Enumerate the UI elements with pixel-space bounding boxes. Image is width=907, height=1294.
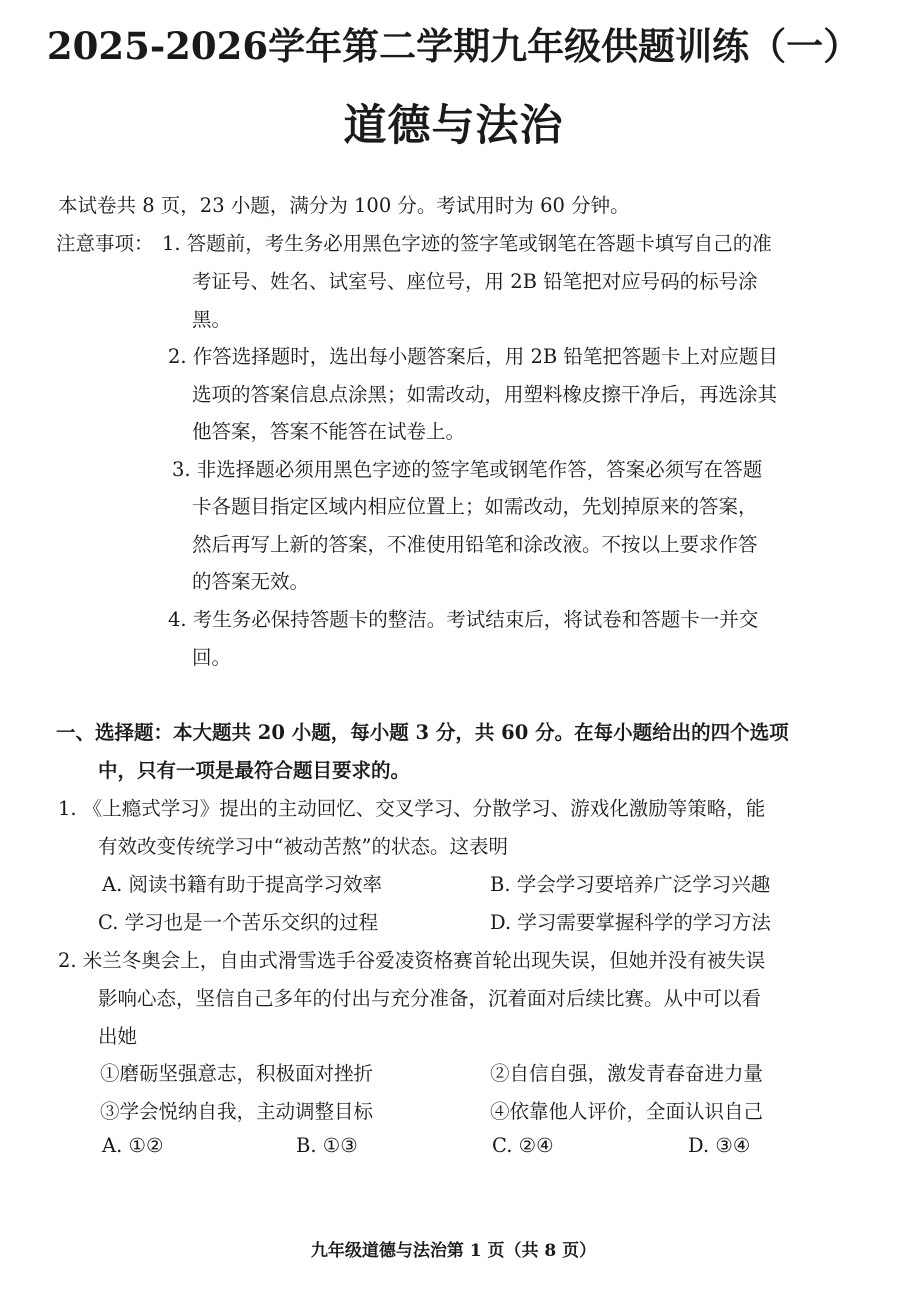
- q2-option-c: C. ②④: [492, 1134, 554, 1157]
- note-3-line-2: 卡各题目指定区域内相应位置上；如需改动，先划掉原来的答案，: [192, 495, 758, 518]
- q1-option-a: A. 阅读书籍有助于提高学习效率: [102, 873, 382, 896]
- q2-stem-line-3: 出她: [98, 1025, 138, 1048]
- note-2-line-1: 2. 作答选择题时，选出每小题答案后，用 2B 铅笔把答题卡上对应题目: [168, 345, 778, 368]
- intro-text: 本试卷共 8 页，23 小题，满分为 100 分。考试用时为 60 分钟。: [58, 194, 630, 217]
- q1-option-d: D. 学习需要掌握科学的学习方法: [490, 911, 771, 934]
- note-3-line-3: 然后再写上新的答案，不准使用铅笔和涂改液。不按以上要求作答: [192, 533, 758, 556]
- q2-statement-3: ③学会悦纳自我，主动调整目标: [100, 1100, 374, 1123]
- note-2-line-2: 选项的答案信息点涂黑；如需改动，用塑料橡皮擦干净后，再选涂其: [192, 383, 778, 406]
- note-4-line-1: 4. 考生务必保持答题卡的整洁。考试结束后，将试卷和答题卡一并交: [168, 608, 759, 631]
- note-1-line-2: 考证号、姓名、试室号、座位号，用 2B 铅笔把对应号码的标号涂: [192, 270, 758, 293]
- q2-statement-4: ④依靠他人评价，全面认识自己: [490, 1100, 764, 1123]
- q2-statement-1: ①磨砺坚强意志，积极面对挫折: [100, 1062, 374, 1085]
- q1-stem-line-2: 有效改变传统学习中“被动苦熬”的状态。这表明: [98, 835, 508, 858]
- note-1-line-3: 黑。: [192, 308, 232, 331]
- q1-stem-line-1: 1. 《上瘾式学习》提出的主动回忆、交叉学习、分散学习、游戏化激励等策略，能: [58, 797, 766, 820]
- q2-option-d: D. ③④: [688, 1134, 751, 1157]
- note-1-line-1: 1. 答题前，考生务必用黑色字迹的签字笔或钢笔在答题卡填写自己的准: [162, 232, 772, 255]
- exam-title: 2025-2026学年第二学期九年级供题训练（一）: [46, 24, 861, 68]
- note-3-line-1: 3. 非选择题必须用黑色字迹的签字笔或钢笔作答，答案必须写在答题: [172, 458, 763, 481]
- subject-title: 道德与法治: [343, 101, 564, 151]
- q2-statement-2: ②自信自强，激发青春奋进力量: [490, 1062, 764, 1085]
- page-footer: 九年级道德与法治第 1 页（共 8 页）: [310, 1241, 597, 1261]
- notes-label: 注意事项：: [56, 232, 154, 255]
- q2-stem-line-2: 影响心态，坚信自己多年的付出与充分准备，沉着面对后续比赛。从中可以看: [98, 987, 762, 1010]
- note-3-line-4: 的答案无效。: [192, 570, 310, 593]
- note-2-line-3: 他答案，答案不能答在试卷上。: [192, 420, 466, 443]
- q2-option-a: A. ①②: [102, 1134, 164, 1157]
- q2-stem-line-1: 2. 米兰冬奥会上，自由式滑雪选手谷爱凌资格赛首轮出现失误，但她并没有被失误: [58, 949, 766, 972]
- q1-option-c: C. 学习也是一个苦乐交织的过程: [98, 911, 379, 934]
- section-1-heading-line-1: 一、选择题：本大题共 20 小题，每小题 3 分，共 60 分。在每小题给出的四个选项: [56, 721, 789, 744]
- note-4-line-2: 回。: [192, 646, 232, 669]
- q2-option-b: B. ①③: [296, 1134, 358, 1157]
- q1-option-b: B. 学会学习要培养广泛学习兴趣: [490, 873, 771, 896]
- section-1-heading-line-2: 中，只有一项是最符合题目要求的。: [98, 759, 411, 782]
